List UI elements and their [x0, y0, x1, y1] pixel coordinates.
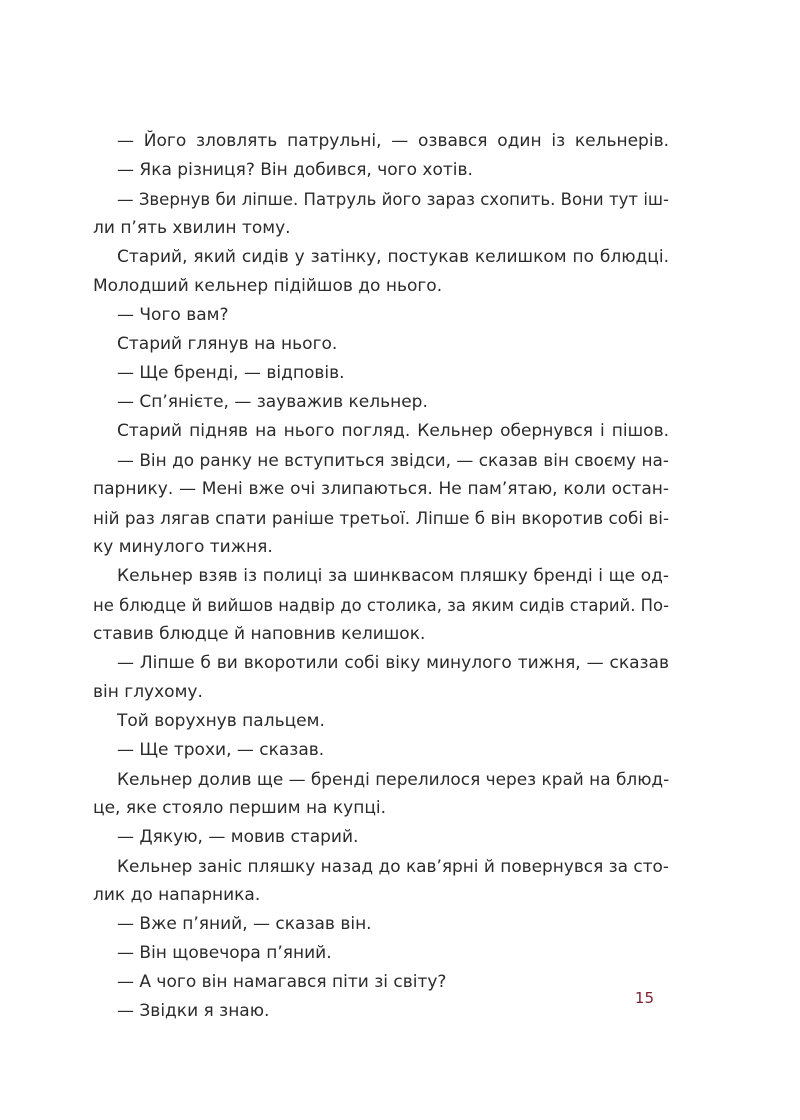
text-line: — Чого вам? — [117, 305, 229, 325]
text-line: — Він щовечора п’яний. — [117, 943, 332, 963]
page-number: 15 — [634, 989, 654, 1007]
text-line: — Звернув би ліпше. Патруль його зараз схопить. Вони тут іш- — [117, 190, 669, 209]
text-line: — Він до ранку не вступиться звідси, — сказав він своєму на- — [117, 450, 669, 470]
text-line: ній раз лягав спати раніше третьої. Ліпше б він вкоротив собі ві- — [93, 508, 669, 528]
text-line: — Сп’янієте, — зауважив кельнер. — [117, 392, 428, 412]
text-line: Кельнер заніс пляшку назад до кав’ярні й повернувся за сто- — [117, 856, 669, 876]
text-line: Старий, який сидів у затінку, постукав келишком по блюдці. — [117, 247, 669, 267]
text-line: Молодший кельнер підійшов до нього. — [93, 276, 443, 296]
text-line: Кельнер долив ще — бренді перелилося через край на блюд- — [117, 769, 670, 789]
text-line: Кельнер взяв із полиці за шинквасом пляшку бренді і ще од- — [117, 566, 669, 586]
text-line: — А чого він намагався піти зі світу? — [117, 972, 447, 992]
text-line: це, яке стояло першим на купці. — [93, 798, 387, 818]
text-line: — Ще трохи, — сказав. — [117, 740, 325, 760]
text-line: ли п’ять хвилин тому. — [93, 218, 291, 238]
text-line: — Дякую, — мовив старий. — [117, 827, 359, 847]
text-line: — Його зловлять патрульні, — озвався один із кельнерів. — [117, 131, 669, 151]
text-line: парнику. — Мені вже очі злипаються. Не пам’ятаю, коли остан- — [93, 479, 669, 499]
text-line: він глухому. — [93, 682, 203, 702]
text-line: — Ліпше б ви вкоротили собі віку минулого тижня, — сказав — [117, 653, 669, 673]
text-line: ставив блюдце й наповнив келишок. — [93, 624, 426, 644]
text-line: Старий підняв на нього погляд. Кельнер обернувся і пішов. — [117, 421, 669, 441]
text-line: — Ще бренді, — відповів. — [117, 363, 345, 383]
text-line: лик до напарника. — [93, 885, 261, 905]
text-line: ку минулого тижня. — [93, 537, 273, 557]
body-text — [93, 127, 670, 1026]
text-line: — Вже п’яний, — сказав він. — [117, 914, 372, 934]
text-line: не блюдце й вийшов надвір до столика, за яким сидів старий. По- — [93, 596, 669, 615]
text-line: — Звідки я знаю. — [117, 1001, 270, 1021]
text-line: Той ворухнув пальцем. — [117, 711, 325, 731]
text-line: Старий глянув на нього. — [117, 334, 338, 354]
text-line: — Яка різниця? Він добився, чого хотів. — [117, 160, 473, 180]
